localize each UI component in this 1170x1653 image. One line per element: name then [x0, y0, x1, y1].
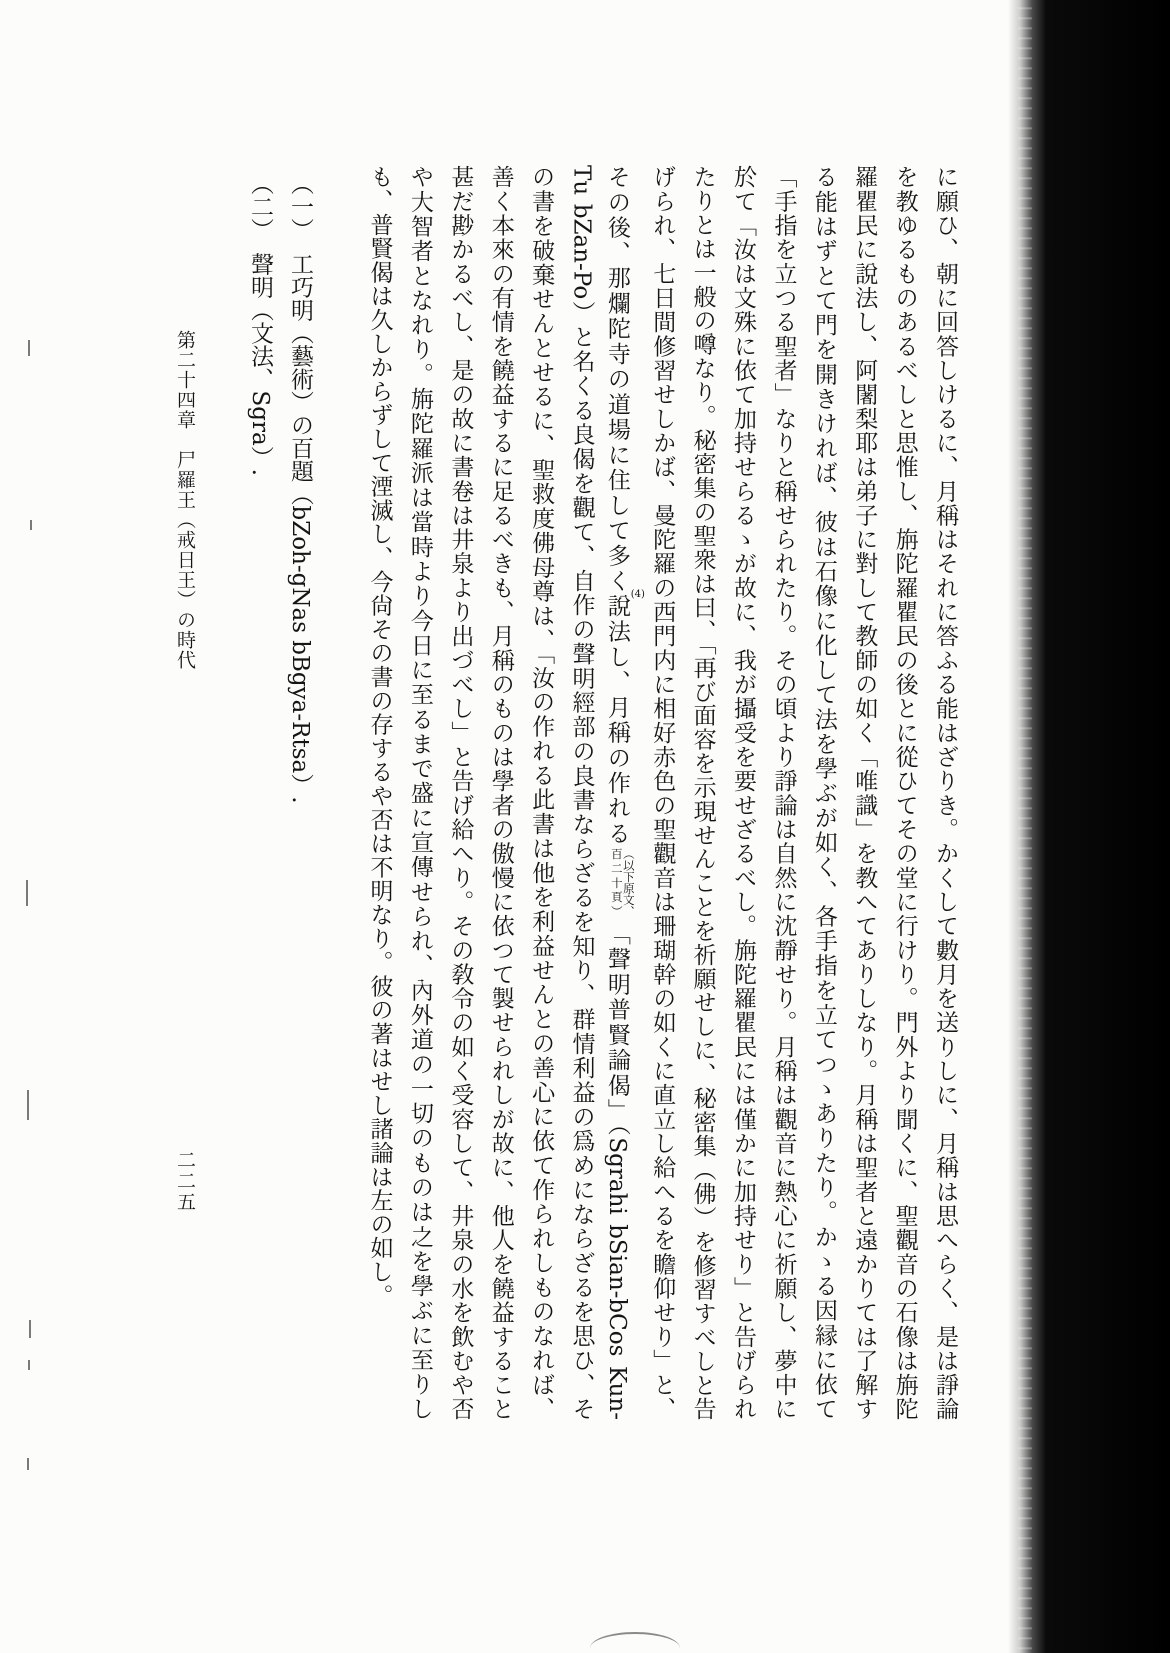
binding-shadow [1008, 0, 1170, 1653]
text-segment: その後、那爛陀寺の道場に住して多く [603, 165, 630, 595]
main-text [352, 165, 958, 1420]
scan-mark [26, 880, 28, 906]
text-line: の書を破棄せんとせるに、聖救度佛母尊は、「汝の作れる此書は他を利益せんとの善心に依て作られしものなれば、 [528, 165, 555, 1420]
inline-note-line: （以下原文、 [621, 848, 636, 918]
text-segment: 「聲明普賢論偈」（Sgrahi bSian-bCos Kun- [603, 919, 630, 1421]
scan-mark [27, 1090, 29, 1120]
text-line: や大智者となれり。旃陀羅派は當時より今日に至るまで盛に宣傳せられ、內外道の一切のものは之を學ぶに至りし [406, 165, 433, 1421]
text-line: に願ひ、朝に回答しけるに、月稱はそれに答ふる能はざりき。かくして數月を送りしに、月稱は思へらく、是は諍論 [932, 165, 958, 1420]
text-segment: 說 [603, 594, 630, 620]
text-line: 「手指を立つる聖者」なりと稱せられたり。その頃より諍論は自然に沈靜せり。月稱は觀音に熱心に祈願し、夢中に [770, 165, 797, 1420]
text-line: る能はずとて門を開きければ、彼は石像に化して法を學ぶが如く、各手指を立てつゝありたり。かゝる因縁に依て [810, 165, 837, 1421]
scan-mark [27, 1458, 29, 1470]
marked-character [603, 589, 645, 620]
text-line [603, 165, 645, 1421]
text-segment: 法し、月稱の作れる [603, 619, 630, 847]
text-line: も、普賢偈は久しからずして湮滅し、今尙その書の存するや否は不明なり。彼の著はせし諸論は左の如し。 [366, 165, 393, 1308]
text-line: 甚だ尠かるべし、是の故に書卷は井泉より出づべし」と告げ給へり。その敎令の如く受容して、井泉の水を飲むや否 [447, 165, 474, 1420]
scan-mark [590, 1632, 680, 1653]
binding-edge [1018, 0, 1032, 1653]
text-line: 於て「汝は文殊に依て加持せらるゝが故に、我が攝受を要せざるべし。旃陀羅瞿民には僅かに加持せり」と告げられ [730, 165, 757, 1420]
text-line: Tu bZan-Po）と名くる良偈を觀て、自作の聲明經部の良書ならざるを知り、群情利益の爲めにならざるを思ひ、そ [568, 165, 595, 1420]
text-line: たりとは一般の噂なり。秘密集の聖衆は曰、「再び面容を示現せんことを祈願せしに、秘密集（佛）を修習すべしと告 [689, 165, 716, 1420]
text-line: を教ゆるものあるべしと思惟し、旃陀羅瞿民の後とに從ひてその堂に行けり。門外より聞くに、聖觀音の石像は旃陀 [891, 165, 918, 1420]
inline-note [611, 848, 635, 917]
scan-mark [30, 520, 32, 530]
note-marker: (4) [630, 589, 645, 601]
text-line: 善く本來の有情を饒益するに足るべきも、月稱のものは學者の傲慢に依つて製せられしが故に、他人を饒益すること [487, 165, 514, 1420]
works-list-item: （二） 聲明（文法、Sgra）. [247, 172, 273, 476]
text-line: 羅瞿民に說法し、阿闍梨耶は弟子に對して教師の如く「唯識」を教へてありしなり。月稱は聖者と遠かりては了解す [851, 165, 878, 1420]
page-number: 二二五 [174, 1150, 196, 1213]
running-head: 第二十四章 尸羅王（戒日王）の時代 [174, 330, 196, 670]
text-line: げられ、七日間修習せしかば、曼陀羅の西門内に相好赤色の聖觀音は珊瑚幹の如くに直立し給へるを瞻仰せり」と、 [649, 165, 676, 1420]
works-list-item: （一） 工巧明（藝術）の百題（bZoh-gNas bBgya-Rtsa）. [287, 172, 313, 804]
scan-mark [29, 1320, 31, 1338]
inline-note-line: 百二十頁） [609, 848, 624, 918]
scan-mark [28, 340, 30, 356]
scan-mark [28, 1360, 30, 1370]
